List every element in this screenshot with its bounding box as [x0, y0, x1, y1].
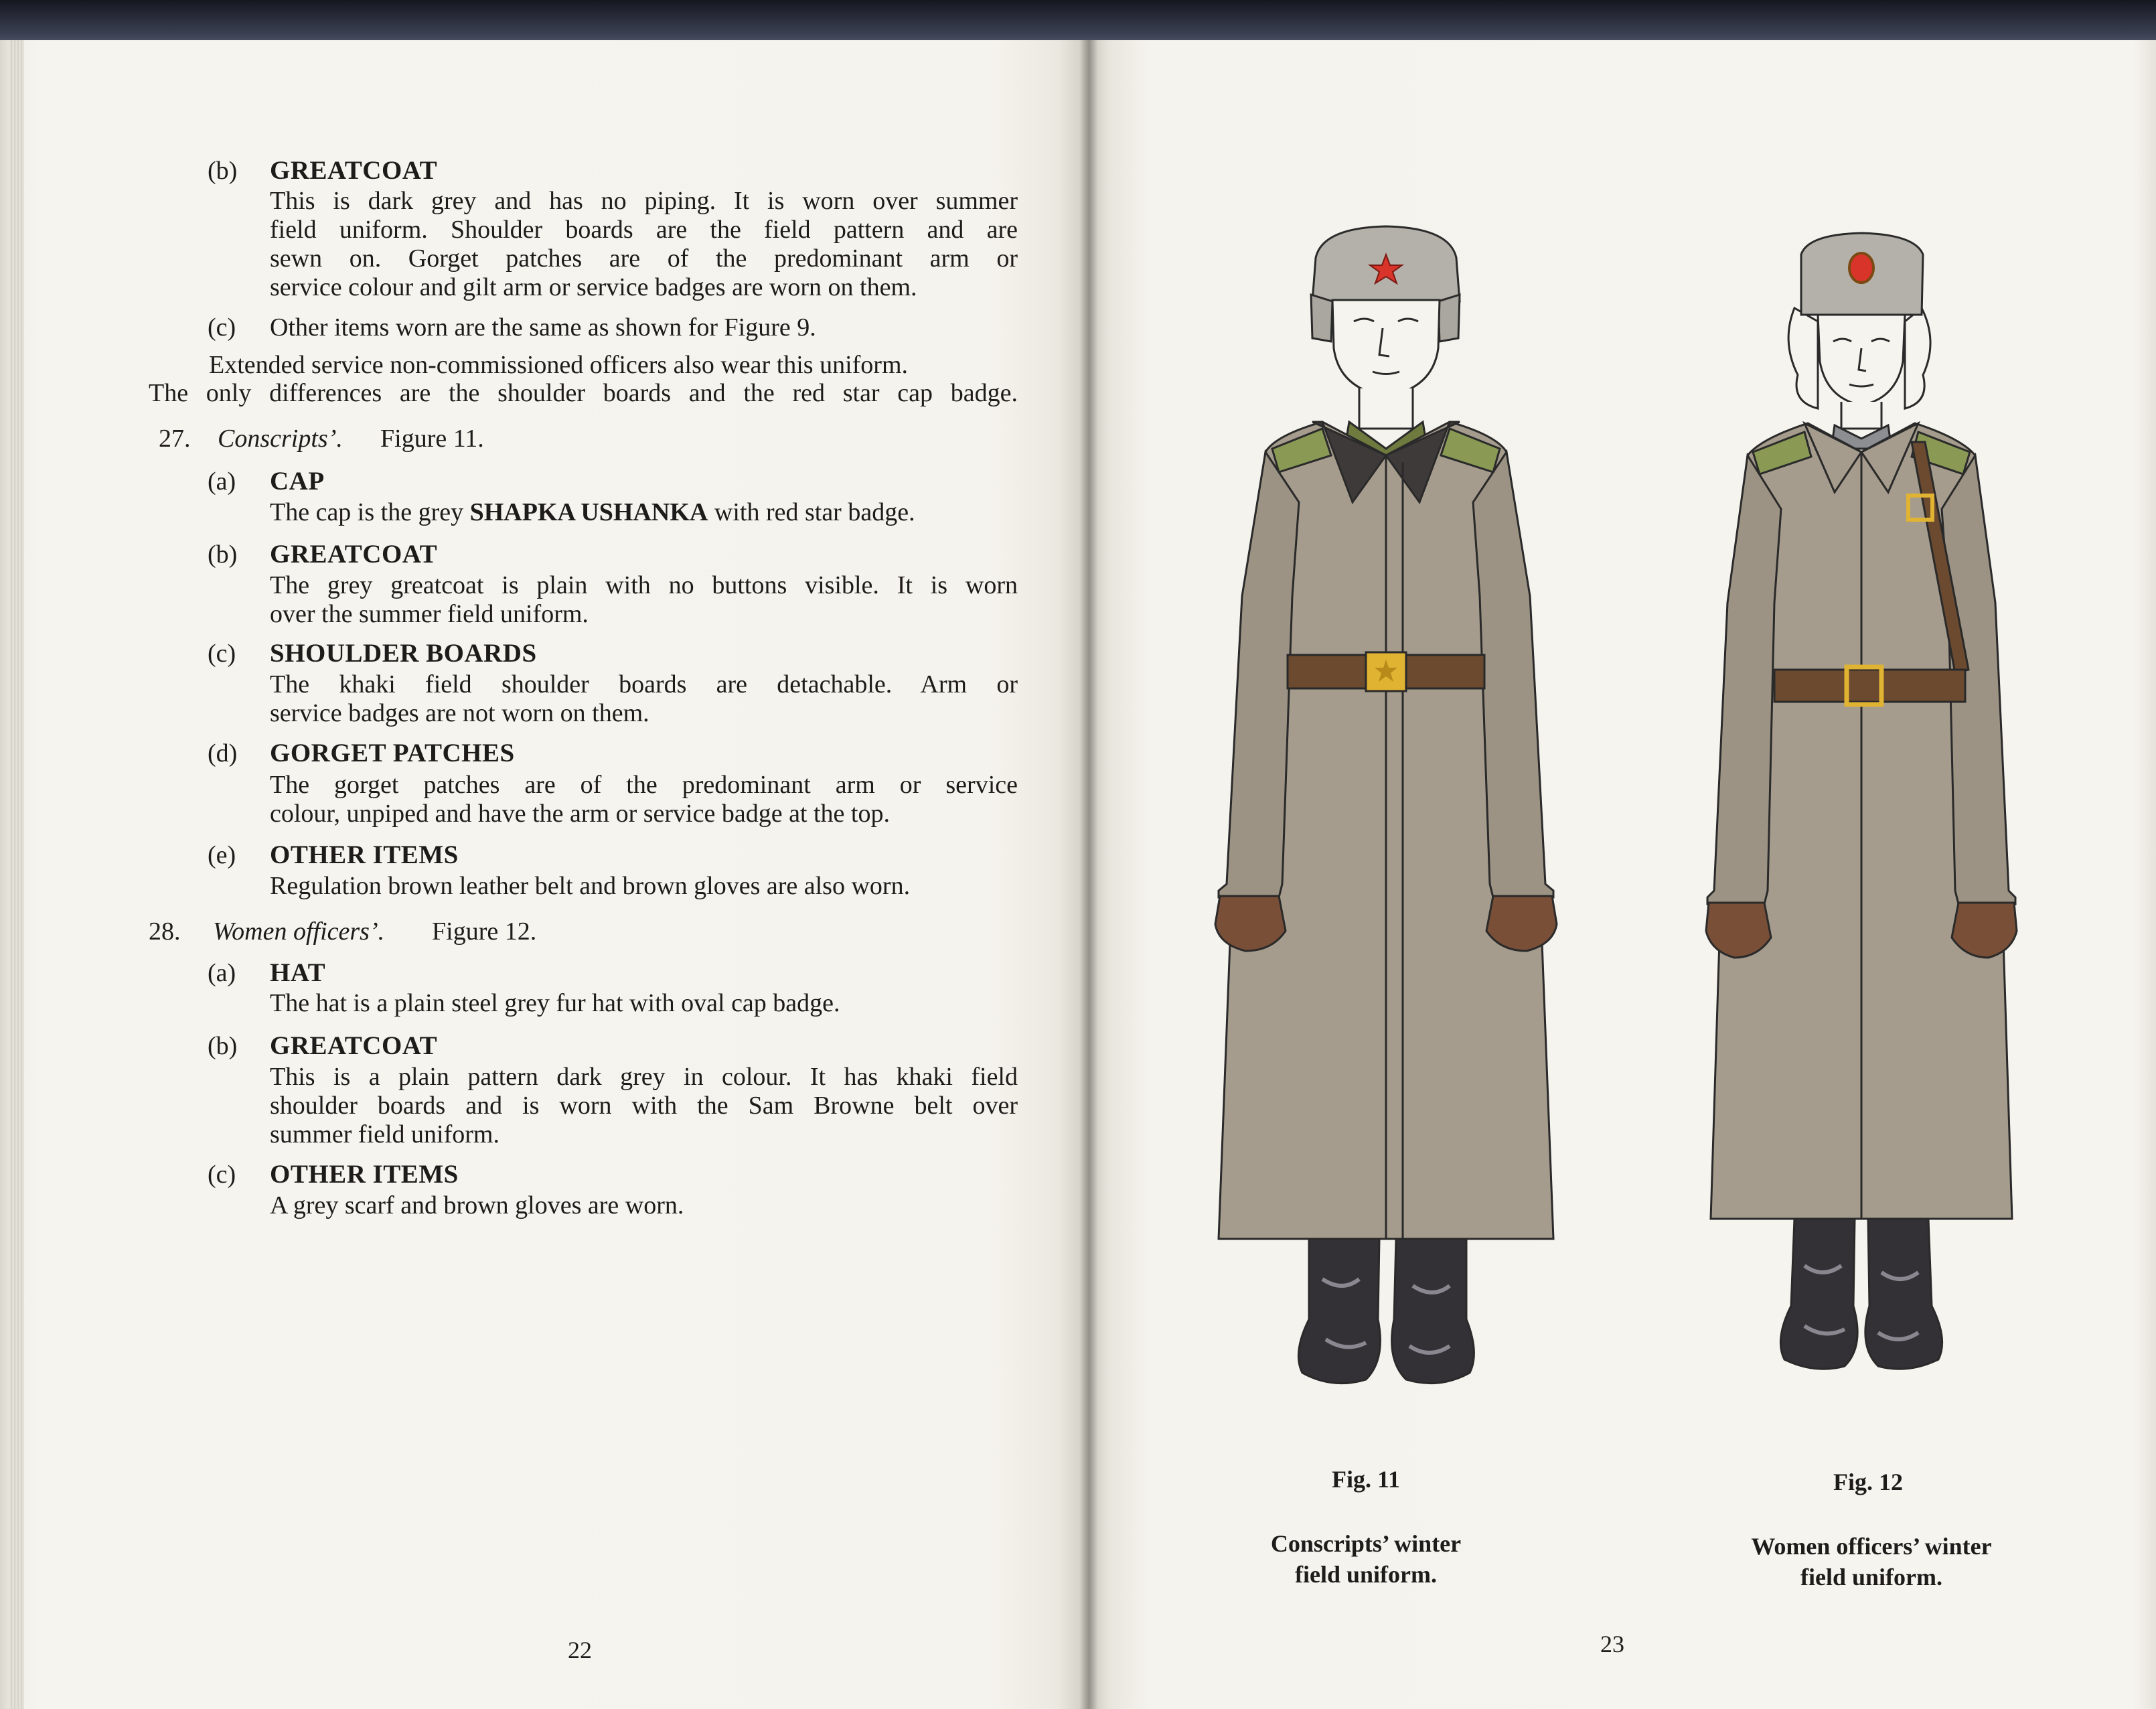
text-line: A grey scarf and brown gloves are worn. [270, 1191, 684, 1219]
text-line: The hat is a plain steel grey fur hat with oval cap badge. [270, 989, 840, 1017]
text-line [270, 498, 915, 526]
right-boot [1865, 1219, 1942, 1369]
book-gutter-shadow [1079, 40, 1098, 1709]
right-glove [1952, 903, 2017, 958]
item-label: (d) [208, 739, 238, 767]
text-line: Other items worn are the same as shown for Figure 9. [270, 313, 816, 342]
text-line: summer field uniform. [270, 1120, 499, 1148]
paragraph-number: 27. [159, 425, 191, 453]
text-bold: SHAPKA USHANKA [469, 498, 708, 526]
item-label: (e) [208, 841, 236, 869]
figure-caption-line: field uniform. [1295, 1561, 1437, 1588]
left-glove [1706, 903, 1771, 958]
figure-ref: Figure 11. [380, 425, 484, 453]
text-line: field uniform. Shoulder boards are the field pattern and are [270, 216, 1018, 244]
page-number: 22 [568, 1637, 592, 1663]
text-line: service badges are not worn on them. [270, 699, 649, 727]
item-label: (b) [208, 157, 238, 185]
figure-label-fig12: Fig. 12 [1833, 1469, 1903, 1495]
figure-ref: Figure 12. [432, 917, 537, 946]
text-line: The grey greatcoat is plain with no buttons visible. It is worn [270, 571, 1018, 599]
page-stack-edges [9, 40, 24, 1709]
left-boot [1298, 1239, 1380, 1384]
text-line: Regulation brown leather belt and brown gloves are also worn. [270, 872, 911, 900]
heading-greatcoat: GREATCOAT [270, 156, 438, 185]
paragraph-number: 28. [149, 917, 181, 946]
heading-greatcoat: GREATCOAT [270, 1031, 438, 1060]
paragraph-title: Women officers’. [213, 917, 385, 946]
text-line: service colour and gilt arm or service badges are worn on them. [270, 273, 917, 301]
item-label: (c) [208, 313, 236, 342]
figure-caption-line: Women officers’ winter [1751, 1533, 1992, 1560]
left-boot [1780, 1219, 1857, 1369]
text-line: shoulder boards and is worn with the Sam Browne belt over [270, 1092, 1018, 1120]
page-number: 23 [1600, 1631, 1624, 1657]
figure-conscript-illustration [1178, 221, 1594, 1446]
text-span: The cap is the grey [270, 498, 470, 526]
text-line: This is dark grey and has no piping. It is worn over summer [270, 187, 1018, 215]
heading-other-items: OTHER ITEMS [270, 1160, 459, 1189]
right-glove [1486, 896, 1557, 951]
heading-greatcoat: GREATCOAT [270, 540, 438, 569]
figure-label-fig11: Fig. 11 [1331, 1466, 1400, 1493]
heading-cap: CAP [270, 467, 325, 496]
text-line: This is a plain pattern dark grey in colour. It has khaki field [270, 1063, 1018, 1091]
face [1818, 315, 1905, 405]
item-label: (a) [208, 467, 236, 496]
item-label: (b) [208, 540, 238, 569]
text-line: Extended service non-commissioned officers also wear this uniform. [209, 351, 909, 379]
left-glove [1215, 896, 1286, 951]
brown-belt [1774, 670, 1965, 702]
text-line: sewn on. Gorget patches are of the predominant arm or [270, 244, 1018, 273]
text-line: over the summer field uniform. [270, 600, 589, 628]
text-line: The only differences are the shoulder boards and the red star cap badge. [149, 379, 1018, 407]
text-line: The khaki field shoulder boards are detachable. Arm or [270, 670, 1018, 698]
heading-shoulder-boards: SHOULDER BOARDS [270, 639, 537, 668]
item-label: (c) [208, 640, 236, 668]
oval-cap-badge-icon [1849, 253, 1873, 283]
text-line: The gorget patches are of the predominant arm or service [270, 771, 1018, 799]
heading-other-items: OTHER ITEMS [270, 840, 459, 869]
right-boot [1392, 1239, 1474, 1384]
item-label: (b) [208, 1032, 238, 1060]
text-span: with red star badge. [708, 498, 915, 526]
figure-woman-officer-illustration [1674, 228, 2062, 1440]
figure-caption-line: Conscripts’ winter [1270, 1530, 1462, 1557]
paragraph-title: Conscripts’. [218, 425, 343, 453]
text-line: colour, unpiped and have the arm or service badge at the top. [270, 800, 890, 828]
figure-caption-line: field uniform. [1800, 1564, 1942, 1590]
face [1332, 300, 1440, 396]
heading-gorget-patches: GORGET PATCHES [270, 739, 515, 767]
item-label: (a) [208, 959, 236, 987]
heading-hat: HAT [270, 958, 326, 987]
item-label: (c) [208, 1161, 236, 1189]
